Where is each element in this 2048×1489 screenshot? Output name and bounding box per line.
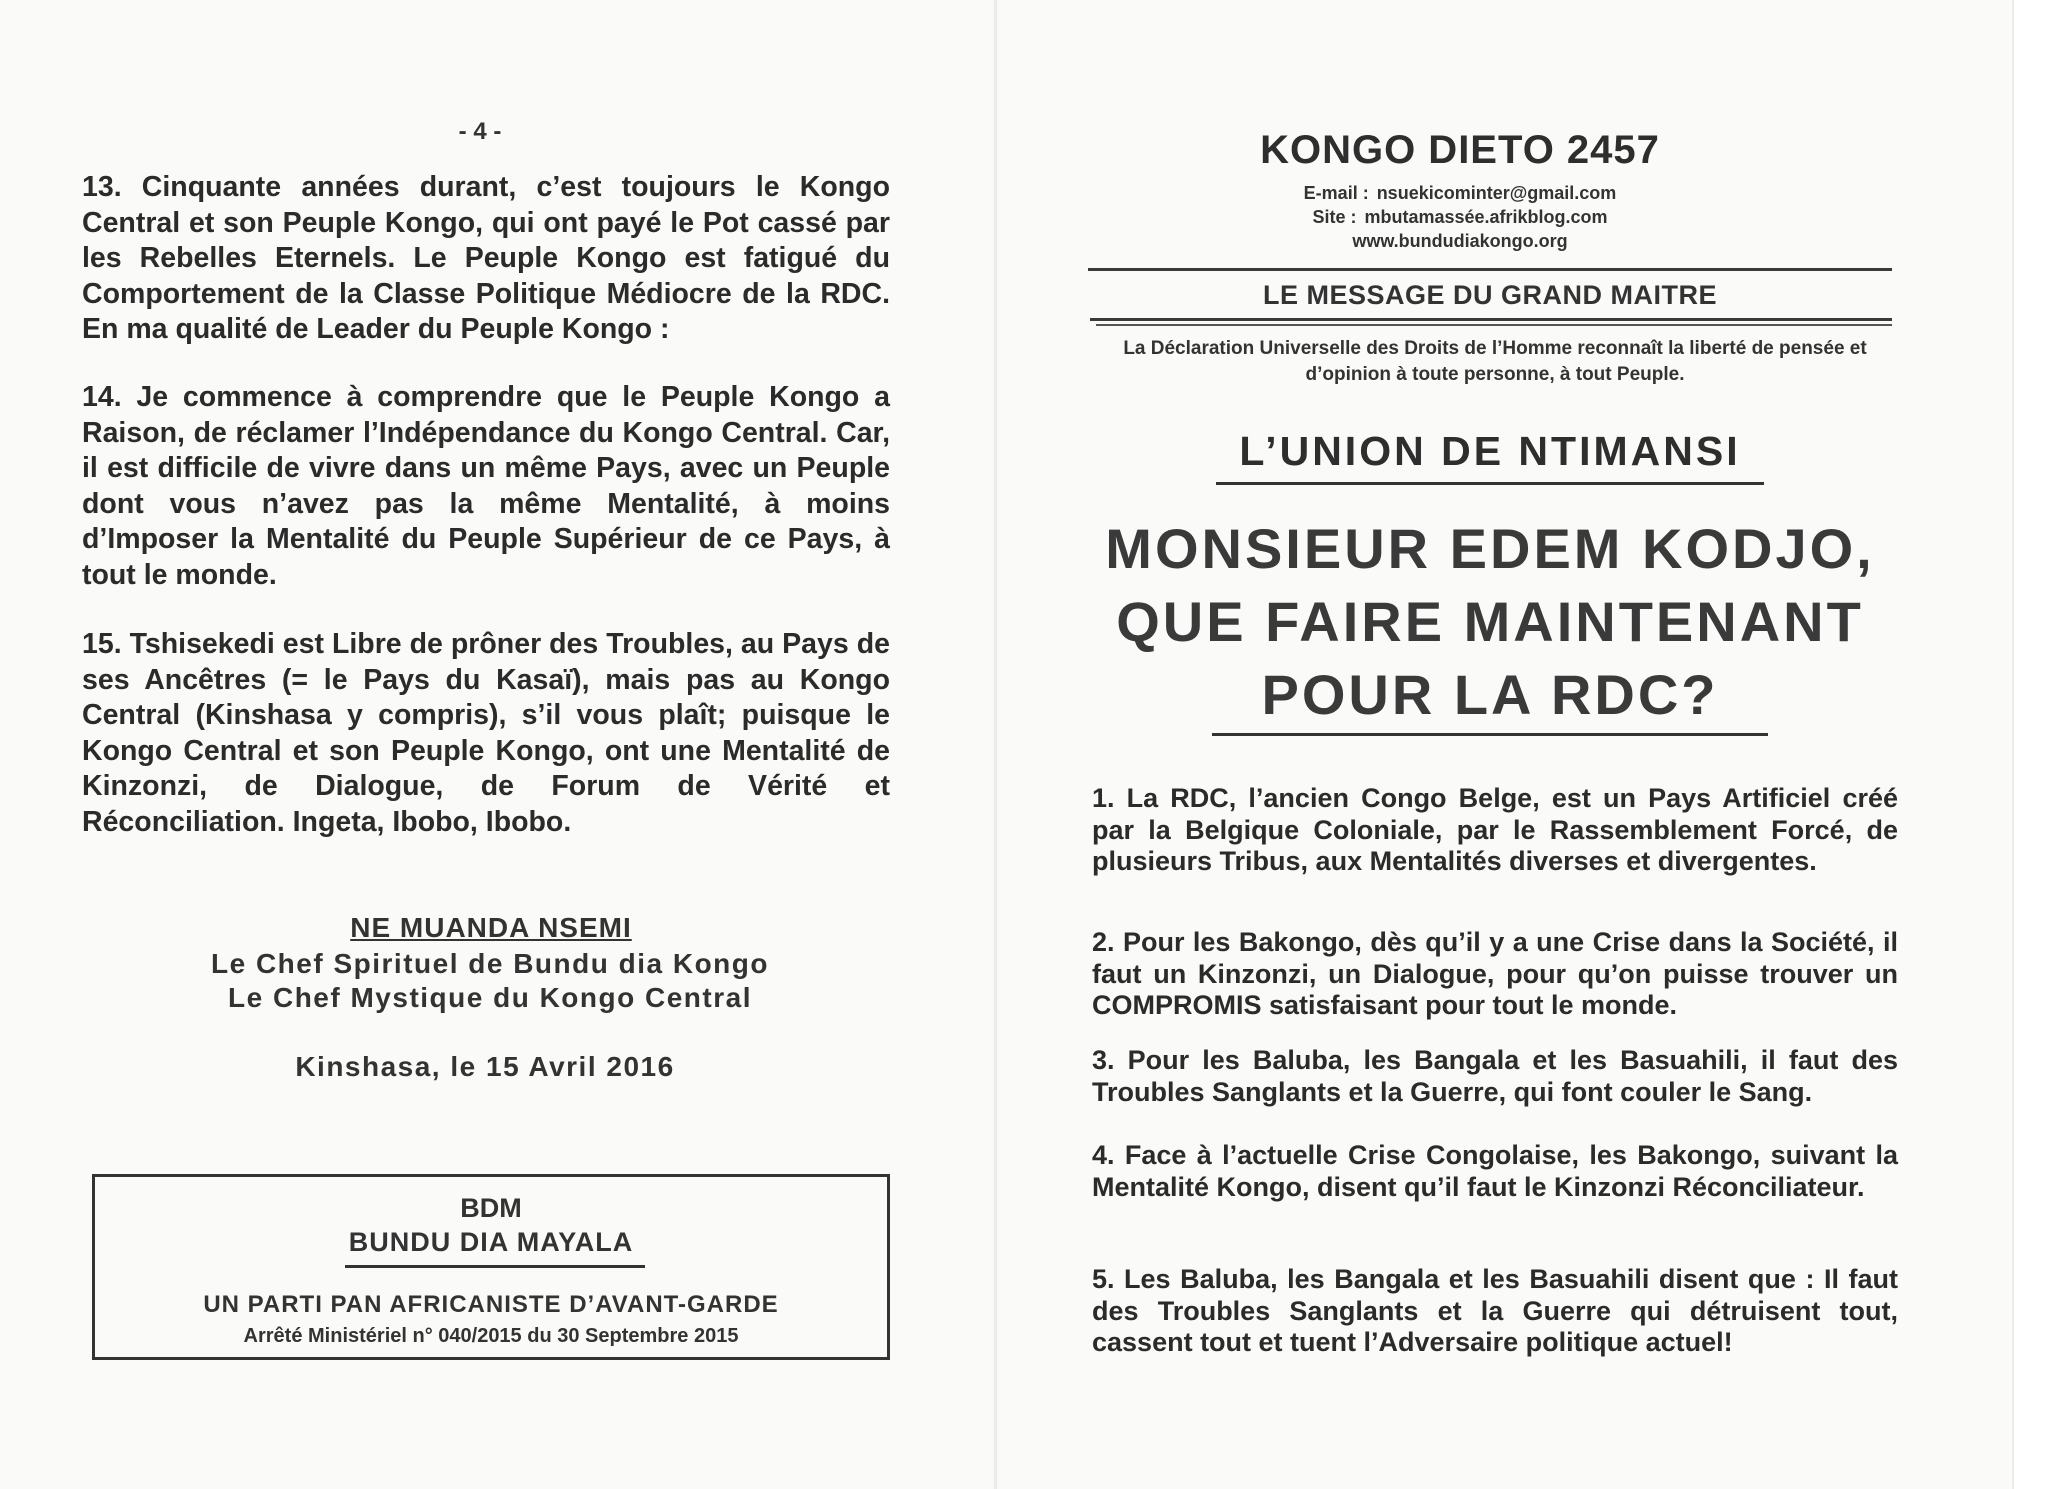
scan-right-edge: [2012, 0, 2048, 1489]
signatory-name: NE MUANDA NSEMI: [350, 912, 632, 943]
page-fold: [994, 0, 997, 1489]
article-paragraph-3: 3. Pour les Baluba, les Bangala et les Basuahili, il faut des Troubles Sanglants et la Guerre, qui font couler le Sang.: [1092, 1045, 1898, 1107]
paragraph-14: 14. Je commence à comprendre que le Peuple Kongo a Raison, de réclamer l’Indépendance du Kongo Central. Car, il est difficile de vivre dans un même Pays, avec un Peuple dont vous n’avez pas la même Mentalité, à moins d’Imposer la Mentalité du Peuple Supérieur de ce Pays, à tout le monde.: [82, 381, 890, 591]
divider-middle: [1090, 318, 1892, 321]
article-paragraph-1: 1. La RDC, l’ancien Congo Belge, est un Pays Artificiel créé par la Belgique Coloniale, par le Rassemblement Forcé, de plusieurs Tribus, aux Mentalités diverses et divergentes.: [1092, 783, 1898, 876]
kicker-underline: [1216, 482, 1764, 485]
article-paragraph-5: 5. Les Baluba, les Bangala et les Basuahili disent que : Il faut des Troubles Sanglants et la Guerre qui détruisent tout, cassent tout et tuent l’Adversaire politique actuel!: [1092, 1264, 1898, 1357]
divider-top: [1088, 268, 1892, 271]
site-label: Site :: [1312, 207, 1357, 227]
signatory-title-1: Le Chef Spirituel de Bundu dia Kongo: [211, 948, 769, 979]
main-headline: [1090, 512, 1890, 731]
divider-middle-inner: [1096, 324, 1892, 326]
signature-date: Kinshasa, le 15 Avril 2016: [295, 1051, 675, 1082]
party-abbreviation: BDM: [460, 1193, 522, 1223]
email-label: E-mail :: [1303, 183, 1369, 203]
email-address: nsuekicominter@gmail.com: [1376, 183, 1617, 203]
party-tagline: UN PARTI PAN AFRICANISTE D’AVANT-GARDE: [203, 1291, 779, 1318]
headline-underline: [1212, 733, 1768, 736]
kicker-heading: L’UNION DE NTIMANSI: [1239, 428, 1741, 474]
paragraph-15: 15. Tshisekedi est Libre de prôner des Troubles, au Pays de ses Ancêtres (= le Pays du Kasaï), mais pas au Kongo Central (Kinshasa y compris), s’il vous plaît; puisque le Kongo Central et son Peuple Kongo, ont une Mentalité de Kinzonzi, de Dialogue, de Forum de Vérité et Réconciliation. Ingeta, Ibobo, Ibobo.: [82, 628, 890, 838]
paragraph-13: 13. Cinquante années durant, c’est toujours le Kongo Central et son Peuple Kongo, qui ont payé le Pot cassé par les Rebelles Eternels. Le Peuple Kongo est fatigué du Comportement de la Classe Politique Médiocre de la RDC. En ma qualité de Leader du Peuple Kongo :: [82, 171, 890, 346]
headline-line-3: POUR LA RDC?: [1261, 663, 1719, 726]
masthead-title: KONGO DIETO 2457: [1260, 128, 1660, 172]
party-name: BUNDU DIA MAYALA: [348, 1227, 634, 1257]
party-name-underline: [345, 1265, 645, 1268]
headline-line-1: MONSIEUR EDEM KODJO,: [1105, 517, 1875, 580]
section-label: LE MESSAGE DU GRAND MAITRE: [1262, 280, 1718, 310]
site-address: mbutamassée.afrikblog.com: [1364, 207, 1608, 227]
party-info-box: [92, 1174, 890, 1360]
article-paragraph-2: 2. Pour les Bakongo, dès qu’il y a une Crise dans la Société, il faut un Kinzonzi, un Dialogue, pour qu’on puisse trouver un COMPROMIS satisfaisant pour tout le monde.: [1092, 927, 1898, 1020]
headline-line-2: QUE FAIRE MAINTENANT: [1116, 590, 1864, 653]
contact-site: [1220, 207, 1700, 228]
contact-website: www.bundudiakongo.org: [1352, 231, 1568, 251]
intro-declaration: La Déclaration Universelle des Droits de l’Homme reconnaît la liberté de pensée et d’opinion à toute personne, à tout Peuple.: [1123, 338, 1867, 385]
article-paragraph-4: 4. Face à l’actuelle Crise Congolaise, les Bakongo, suivant la Mentalité Kongo, disent qu’il faut le Kinzonzi Réconciliateur.: [1092, 1140, 1898, 1202]
party-decree: Arrêté Ministériel n° 040/2015 du 30 Septembre 2015: [243, 1325, 739, 1347]
page-number: - 4 -: [458, 118, 502, 145]
contact-email: [1220, 183, 1700, 204]
signatory-title-2: Le Chef Mystique du Kongo Central: [228, 982, 752, 1013]
